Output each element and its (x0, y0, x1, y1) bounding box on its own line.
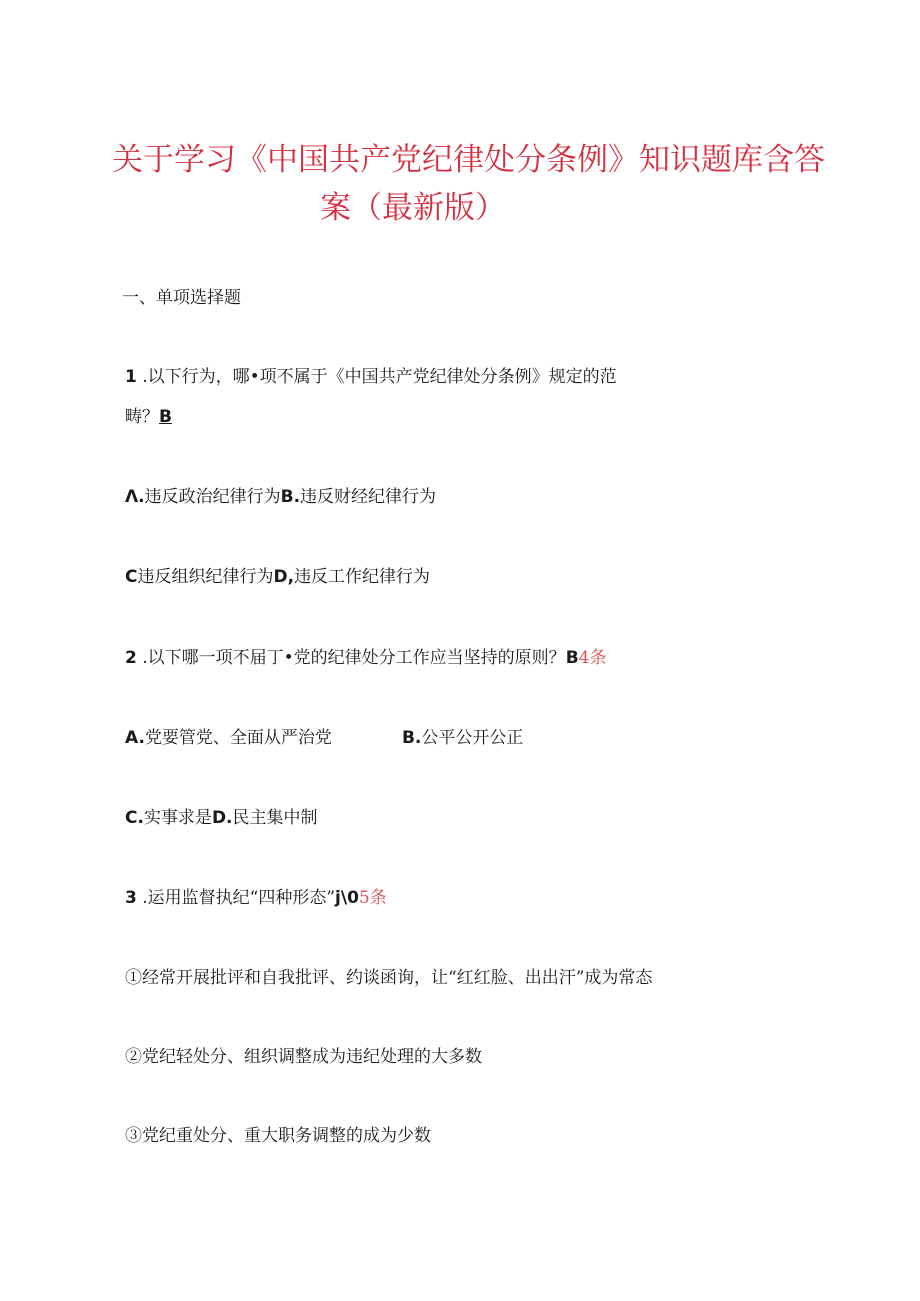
question-3-item-2: ②党纪轻处分、组织调整成为违纪处理的大多数 (125, 1047, 482, 1067)
question-2-options-row-1 (125, 726, 523, 750)
question-3-reference: 5条 (358, 888, 387, 908)
question-1-line-1 (125, 365, 617, 389)
title-line-1: 关于学习《中国共产党纪律处分条例》知识题库含答 (112, 142, 825, 178)
question-1-options-row-2 (125, 565, 430, 589)
section-heading: 一、单项选择题 (122, 288, 241, 308)
question-3-line (125, 886, 387, 910)
question-1-answer: B (159, 407, 172, 427)
document-title (112, 136, 825, 232)
option-text: 公平公开公正 (421, 728, 524, 748)
option-label: D. (211, 808, 233, 828)
option-label: D, (273, 567, 295, 587)
option-label: B. (280, 487, 301, 507)
question-1-number: 1 (125, 367, 137, 387)
option-text: 违反财经纪律行为 (300, 487, 437, 507)
question-1-text: .以下行为，哪•项不属于《中国共产党纪律处分条例》规定的范 (142, 367, 617, 387)
question-2-number: 2 (125, 648, 137, 668)
question-3-number: 3 (125, 888, 137, 908)
option-label: Λ. (125, 487, 145, 507)
question-2-line (125, 646, 606, 670)
option-text: 违反政治纪律行为 (144, 487, 281, 507)
option-text: 实事求是 (143, 808, 212, 828)
question-3-item-1: ①经常开展批评和自我批评、约谈函询，让“红红脸、出出汗”成为常态 (125, 968, 653, 988)
question-1-text-cont: 畴？ (125, 407, 159, 427)
question-1-line-2 (125, 405, 172, 429)
option-text: 民主集中制 (232, 808, 318, 828)
question-2-reference: 4条 (578, 648, 607, 668)
option-text: 党要管党、全面从严治党 (144, 728, 332, 748)
question-2-options-row-2 (125, 806, 318, 830)
question-3-item-3: ③党纪重处分、重大职务调整的成为少数 (125, 1126, 431, 1146)
question-3-answer: j\0 (335, 888, 359, 908)
option-label: B. (401, 728, 422, 748)
option-text: 违反组织纪律行为 (137, 567, 274, 587)
question-2-answer: B (565, 648, 579, 668)
option-text: 违反工作纪律行为 (294, 567, 431, 587)
question-3-text: .运用监督执纪“四种形态” (142, 888, 336, 908)
option-label: C (125, 567, 138, 587)
option-label: A. (125, 728, 145, 748)
title-line-2: 案（最新版） (320, 190, 506, 226)
option-label: C. (125, 808, 144, 828)
question-1-options-row-1 (125, 485, 436, 509)
question-2-text: .以下哪一项不届丁•党的纪律处分工作应当坚持的原则？ (142, 648, 566, 668)
